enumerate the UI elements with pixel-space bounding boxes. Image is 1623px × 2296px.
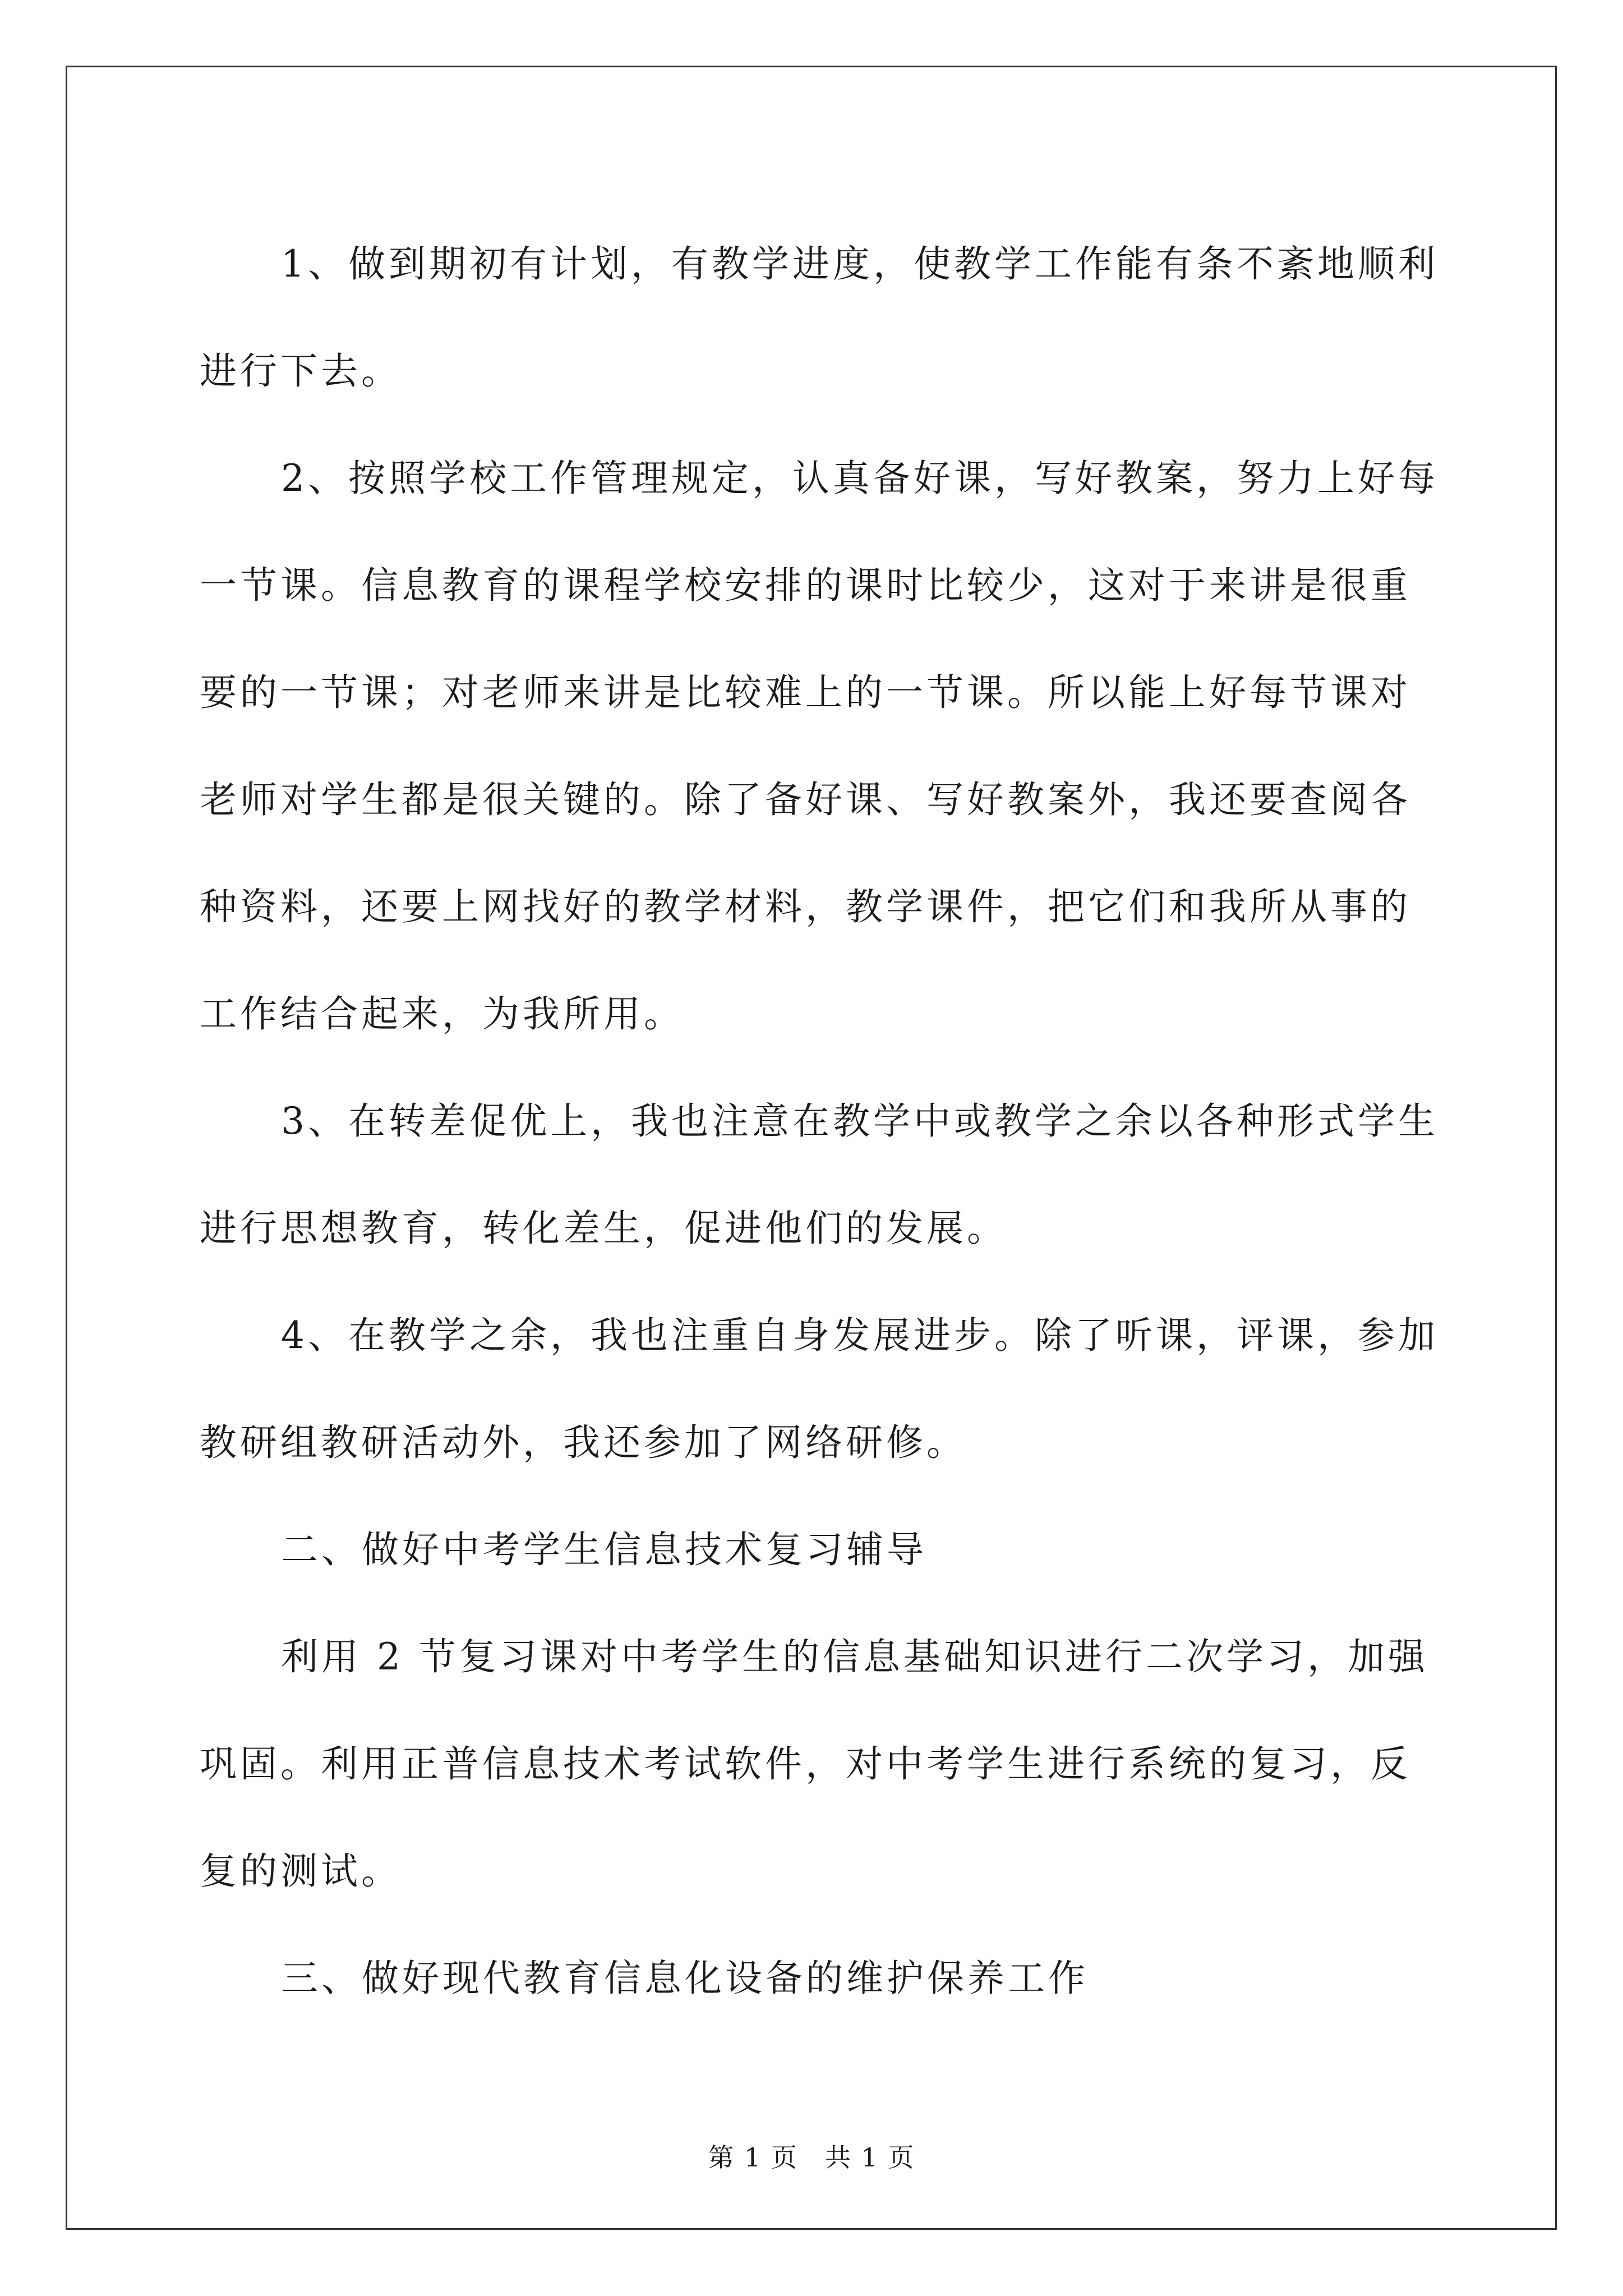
document-body bbox=[200, 210, 1438, 2032]
paragraph-line: 种资料，还要上网找好的教学材料，教学课件，把它们和我所从事的 bbox=[200, 885, 1411, 928]
paragraph-line: 要的一节课；对老师来讲是比较难上的一节课。所以能上好每节课对 bbox=[200, 671, 1411, 714]
paragraph-line: 复的测试。 bbox=[200, 1849, 402, 1893]
paragraph-line: 工作结合起来，为我所用。 bbox=[200, 992, 684, 1036]
paragraph-line: 一节课。信息教育的课程学校安排的课时比较少，这对于来讲是很重 bbox=[200, 564, 1411, 607]
paragraph-line: 巩固。利用正普信息技术考试软件，对中考学生进行系统的复习，反 bbox=[200, 1742, 1411, 1786]
paragraph-line: 4、在教学之余，我也注重自身发展进步。除了听课，评课，参加 bbox=[281, 1314, 1438, 1357]
paragraph-line: 老师对学生都是很关键的。除了备好课、写好教案外，我还要查阅各 bbox=[200, 778, 1411, 821]
paragraph-line: 利用 2 节复习课对中考学生的信息基础知识进行二次学习，加强 bbox=[281, 1635, 1428, 1678]
heading-line: 三、做好现代教育信息化设备的维护保养工作 bbox=[281, 1957, 1089, 2000]
paragraph-2 bbox=[200, 425, 1438, 1068]
paragraph-line: 进行思想教育，转化差生，促进他们的发展。 bbox=[200, 1207, 1007, 1250]
paragraph-5 bbox=[200, 1603, 1428, 1925]
paragraph-3 bbox=[200, 1068, 1438, 1282]
paragraph-line: 2、按照学校工作管理规定，认真备好课，写好教案，努力上好每 bbox=[281, 457, 1438, 500]
paragraph-1 bbox=[200, 210, 1438, 425]
section-heading-2 bbox=[200, 1496, 1422, 1603]
heading-line: 二、做好中考学生信息技术复习辅导 bbox=[281, 1528, 927, 1571]
paragraph-line: 1、做到期初有计划，有教学进度，使教学工作能有条不紊地顺利 bbox=[281, 242, 1438, 286]
paragraph-line: 教研组教研活动外，我还参加了网络研修。 bbox=[200, 1421, 967, 1464]
section-heading-3 bbox=[200, 1925, 1422, 2032]
page-footer: 第 1 页 共 1 页 bbox=[708, 2142, 915, 2173]
paragraph-line: 进行下去。 bbox=[200, 349, 402, 393]
paragraph-line: 3、在转差促优上，我也注意在教学中或教学之余以各种形式学生 bbox=[281, 1099, 1438, 1143]
paragraph-4 bbox=[200, 1282, 1438, 1496]
